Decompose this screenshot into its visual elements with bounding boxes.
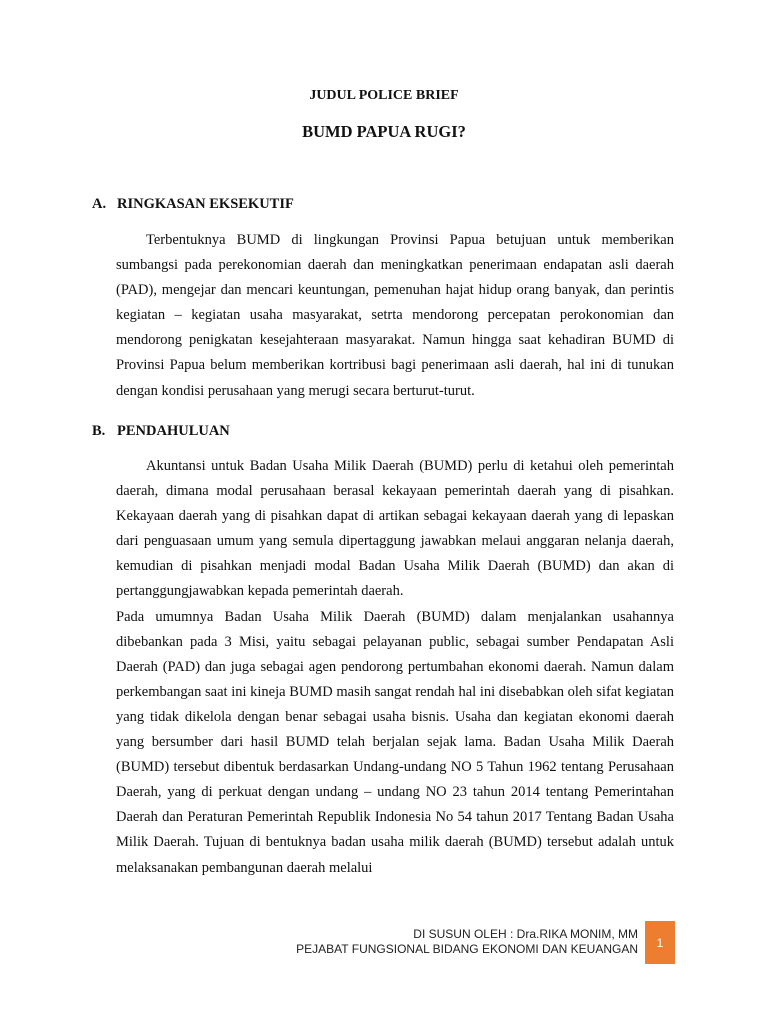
section-a-body — [116, 228, 674, 404]
section-b-letter: B. — [92, 423, 106, 439]
section-b-title: PENDAHULUAN — [117, 423, 230, 439]
section-b-body — [116, 454, 674, 881]
page-footer — [296, 927, 638, 956]
section-b-paragraph-2: Pada umumnya Badan Usaha Milik Daerah (BUMD) dalam menjalankan usahannya dibebankan pada 3 Misi, yaitu sebagai pelayanan public, sebagai sumber Pendapatan Asli Daerah (PAD) dan juga sebagai agen pendorong pertumbahan ekonomi daerah. Namun dalam perkembangan saat ini kineja BUMD masih sangat rendah hal ini disebabkan oleh sifat kegiatan yang tidak dikelola dengan benar sebagai usaha bisnis. Usaha dan kegiatan ekonomi daerah yang bersumber dari hasil BUMD telah berjalan sejak lama. Badan Usaha Milik Daerah (BUMD) tersebut dibentuk berdasarkan Undang-undang NO 5 Tahun 1962 tentang Perusahaan Daerah, yang di perkuat dengan undang – undang NO 23 tahun 2014 tentang Pemerintahan Daerah dan Peraturan Pemerintah Republik Indonesia No 54 tahun 2017 Tentang Badan Usaha Milik Daerah. Tujuan di bentuknya badan usaha milik daerah (BUMD) tersebut adalah untuk melaksanakan pembangunan daerah melalui — [116, 608, 674, 876]
page-number-badge — [645, 921, 675, 964]
page-number: 1 — [656, 935, 664, 950]
document-title: BUMD PAPUA RUGI? — [302, 122, 466, 141]
section-b-heading — [92, 423, 230, 440]
document-label: JUDUL POLICE BRIEF — [309, 88, 459, 103]
section-a-title: RINGKASAN EKSEKUTIF — [117, 196, 294, 212]
footer-position: PEJABAT FUNGSIONAL BIDANG EKONOMI DAN KEUANGAN — [296, 941, 638, 956]
footer-author: DI SUSUN OLEH : Dra.RIKA MONIM, MM — [413, 927, 638, 941]
section-a-letter: A. — [92, 196, 107, 212]
section-a-paragraph-1: Terbentuknya BUMD di lingkungan Provinsi Papua betujuan untuk memberikan sumbangsi pada perekonomian daerah dan meningkatkan penerimaan endapatan asli daerah (PAD), mengejar dan mencari keuntungan, pemenuhan hajat hidup orang banyak, dan perintis kegiatan – kegiatan usaha masyarakat, setrta mendorong percepatan perokonomian dan mendorong penigkatan kesejahteraan masyarakat. Namun hingga saat kehadiran BUMD di Provinsi Papua belum memberikan kortribusi bagi penerimaan asli daerah, hal ini di tunukan dengan kondisi perusahaan yang merugi secara berturut-turut. — [116, 232, 674, 399]
section-b-paragraph-1: Akuntansi untuk Badan Usaha Milik Daerah (BUMD) perlu di ketahui oleh pemerintah daerah, dimana modal perusahaan berasal kekayaan pemerintah daerah yang di pisahkan. Kekayaan daerah yang di pisahkan dapat di artikan sebagai kekayaan daerah yang di lepaskan dari penguasaan umum yang semula dipertaggung jawabkan melaui anggaran nelanja daerah, kemudian di pisahkan menjadi modal Badan Usaha Milik Daerah (BUMD) dan akan di pertanggungjawabkan kepada pemerintah daerah. — [116, 458, 674, 600]
section-a-heading — [92, 196, 294, 213]
